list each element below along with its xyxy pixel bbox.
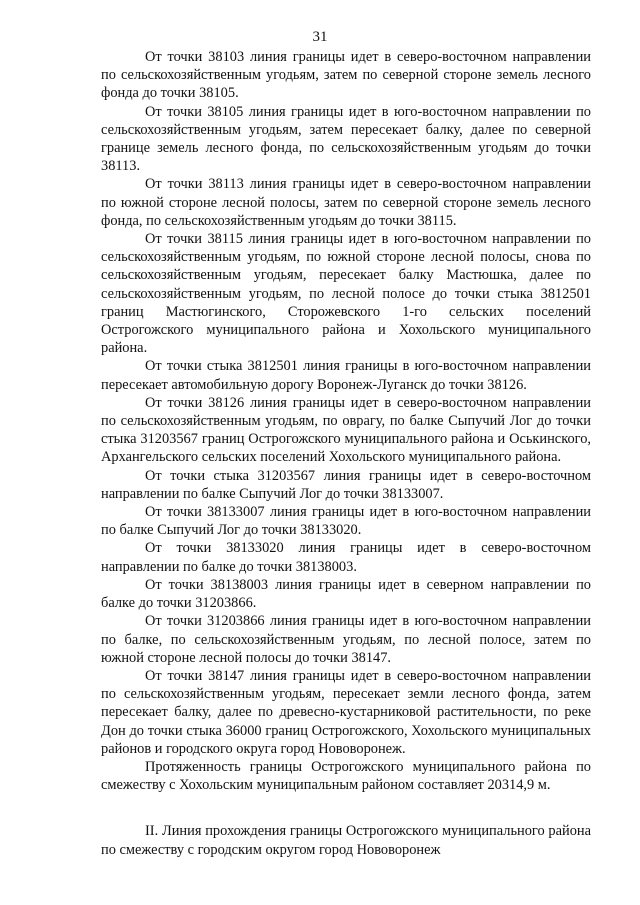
paragraph-point-38147: От точки 38147 линия границы идет в северо-восточном направлении по сельскохозяйственным угодьям, пересекает земли лесного фонда, затем пересекает балку, далее по древесно-кустарниковой растительности, по реке Дон до точки стыка 36000 границ Острогожского, Хохольского муниципальных районов и городского округа город Нововоронеж.	[101, 667, 591, 757]
paragraph-point-38133007: От точки 38133007 линия границы идет в юго-восточном направлении по балке Сыпучий Лог до точки 38133020.	[101, 504, 591, 539]
paragraph-point-38138003: От точки 38138003 линия границы идет в северном направлении по балке до точки 31203866.	[101, 576, 591, 612]
section-heading: II. Линия прохождения границы Острогожского муниципального района по смежеству с городским округом город Нововоронеж	[101, 823, 591, 858]
paragraph-point-38133020: От точки 38133020 линия границы идет в северо-восточном направлении по балке до точки 38138003.	[101, 540, 591, 575]
paragraph-point-38115: От точки 38115 линия границы идет в юго-восточном направлении по сельскохозяйственным угодьям, по южной стороне лесной полосы, снова по сельскохозяйственным угодьям, пересекает балку Мастюшка, далее по сельскохозяйственным угодьям, по лесной полосе до точки стыка 3812501 границ Мастюгинского, Сторожевского 1-го сельских поселений Острогожского муниципального района и Хохольского муниципального района.	[101, 231, 591, 357]
paragraph-point-38113: От точки 38113 линия границы идет в северо-восточном направлении по южной стороне лесной полосы, затем по северной стороне земель лесного фонда, по сельскохозяйственным угодьям до точки 38115.	[101, 176, 591, 229]
document-body	[101, 48, 591, 859]
paragraph-point-38126: От точки 38126 линия границы идет в северо-восточном направлении по сельскохозяйственным угодьям, по оврагу, по балке Сыпучий Лог до точки стыка 31203567 границ Острогожского муниципального района и Оськинского, Архангельского сельских поселений Хохольского муниципального района.	[101, 394, 591, 466]
paragraph-junction-3812501: От точки стыка 3812501 линия границы в юго-восточном направлении пересекает автомобильную дорогу Воронеж-Луганск до точки 38126.	[101, 358, 591, 393]
paragraph-junction-31203567: От точки стыка 31203567 линия границы идет в северо-восточном направлении по балке Сыпучий Лог до точки 38133007.	[101, 467, 591, 502]
paragraph-point-31203866: От точки 31203866 линия границы идет в юго-восточном направлении по балке, по сельскохозяйственным угодьям, по лесной полосе, затем по южной стороне лесной полосы до точки 38147.	[101, 613, 591, 666]
paragraph-point-38103: От точки 38103 линия границы идет в северо-восточном направлении по сельскохозяйственным угодьям, затем по северной стороне земель лесного фонда до точки 38105.	[101, 49, 591, 102]
paragraph-boundary-length: Протяженность границы Острогожского муниципального района по смежеству с Хохольским муниципальным районом составляет 20314,9 м.	[101, 758, 591, 794]
paragraph-point-38105: От точки 38105 линия границы идет в юго-восточном направлении по сельскохозяйственным угодьям, затем пересекает балку, далее по северной границе земель лесного фонда, по сельскохозяйственным угодьям до точки 38113.	[101, 103, 591, 175]
page-number: 31	[312, 29, 328, 45]
